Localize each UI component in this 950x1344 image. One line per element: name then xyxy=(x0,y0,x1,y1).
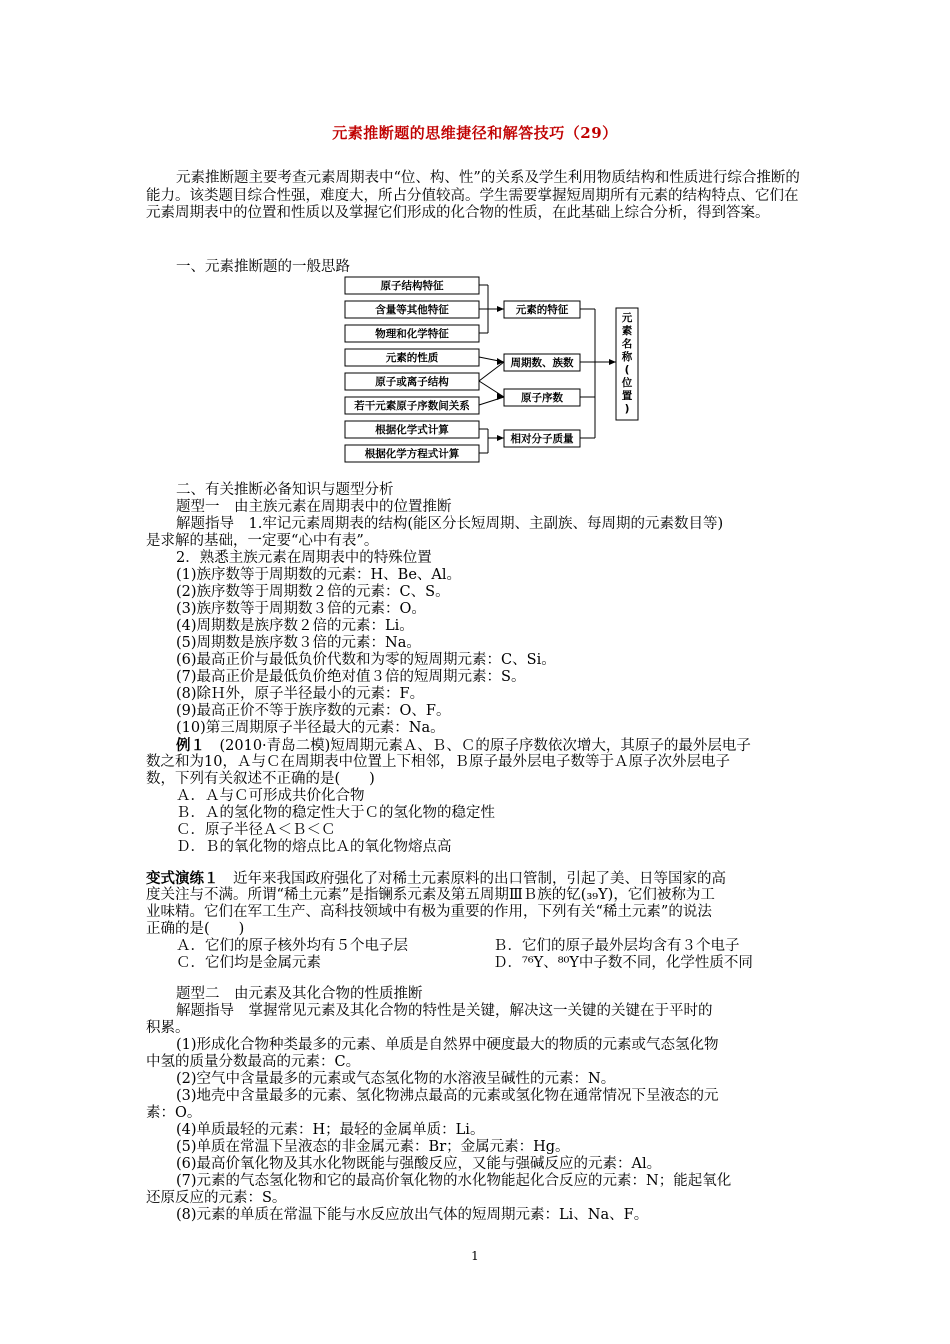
diagram-left-box-1: 原子结构特征 xyxy=(380,280,444,292)
type2-line: (8)元素的单质在常温下能与水反应放出气体的短周期元素：Li、Na、F。 xyxy=(176,1207,649,1223)
type2-line: (6)最高价氧化物及其水化物既能与强酸反应，又能与强碱反应的元素：Al。 xyxy=(176,1156,662,1172)
page-number: 1 xyxy=(471,1249,479,1263)
type1-item: (4)周期数是族序数２倍的元素：Li。 xyxy=(176,618,414,634)
diagram-left-box-4: 元素的性质 xyxy=(385,352,439,364)
type1-item: (10)第三周期原子半径最大的元素：Na。 xyxy=(176,720,445,736)
diagram-left-box-8: 根据化学方程式计算 xyxy=(364,448,460,460)
inference-flowchart xyxy=(343,276,643,466)
diagram-right-char-2: 素 xyxy=(621,325,633,337)
example1-label: 例１ xyxy=(176,737,205,754)
variant1-line4: 正确的是( ) xyxy=(146,921,245,937)
type2-line: (1)形成化合物种类最多的元素、单质是自然界中硬度最大的物质的元素或气态氢化物 xyxy=(176,1037,719,1053)
variant1-option-a: Ａ．它们的原子核外均有５个电子层 xyxy=(176,938,408,954)
variant1-option-c: Ｃ．它们均是金属元素 xyxy=(176,955,321,971)
example1-option-b: Ｂ．Ａ的氢化物的稳定性大于Ｃ的氢化物的稳定性 xyxy=(176,805,495,821)
type2-line: (3)地壳中含量最多的元素、氢化物沸点最高的元素或氢化物在通常情况下呈液态的元 xyxy=(176,1088,719,1104)
type1-item: (5)周期数是族序数３倍的元素：Na。 xyxy=(176,635,421,651)
variant1-label: 变式演练１ xyxy=(146,870,219,887)
type1-item: (2)族序数等于周期数２倍的元素：C、S。 xyxy=(176,584,450,600)
type2-line: (7)元素的气态氢化物和它的最高价氧化物的水化物能起化合反应的元素：N；能起氧化 xyxy=(176,1173,732,1189)
diagram-mid-box-1: 元素的特征 xyxy=(515,304,569,316)
type2-line: 素：O。 xyxy=(146,1105,202,1121)
example1-option-d: Ｄ．Ｂ的氧化物的熔点比Ａ的氧化物熔点高 xyxy=(176,839,452,855)
variant1-option-b: Ｂ．它们的原子最外层均含有３个电子 xyxy=(493,938,740,954)
variant1-line2: 度关注与不满。所谓“稀土元素”是指镧系元素及第五周期ⅢＢ族的钇(₃₉Y)，它们被称为工 xyxy=(146,887,715,903)
diagram-right-char-7: 置 xyxy=(621,390,633,402)
diagram-mid-box-4: 相对分子质量 xyxy=(510,433,574,445)
diagram-left-box-7: 根据化学式计算 xyxy=(375,424,449,436)
example1-line1: 例１ (2010·青岛二模)短周期元素Ａ、Ｂ、Ｃ的原子序数依次增大，其原子的最外层电子 xyxy=(176,737,751,754)
type1-item: (8)除Ｈ外，原子半径最小的元素：F。 xyxy=(176,686,425,702)
type2-line: 中氢的质量分数最高的元素：C。 xyxy=(146,1054,361,1070)
page-title: 元素推断题的思维捷径和解答技巧（29） xyxy=(332,124,618,142)
type1-point2: 2．熟悉主族元素在周期表中的特殊位置 xyxy=(176,550,432,566)
type1-guide-line1: 解题指导 1.牢记元素周期表的结构(能区分长短周期、主副族、每周期的元素数目等) xyxy=(176,516,724,532)
type2-line: (4)单质最轻的元素：H；最轻的金属单质：Li。 xyxy=(176,1122,485,1138)
variant1-line1: 变式演练１ 近年来我国政府强化了对稀土元素原料的出口管制，引起了美、日等国家的高 xyxy=(146,870,726,887)
diagram-left-box-6: 若干元素原子序数间关系 xyxy=(354,400,470,412)
diagram-mid-box-2: 周期数、族数 xyxy=(510,357,574,369)
section-heading-1: 一、元素推断题的一般思路 xyxy=(176,259,350,275)
diagram-left-box-3: 物理和化学特征 xyxy=(375,328,449,340)
type1-guide-line2: 是求解的基础，一定要“心中有表”。 xyxy=(146,533,379,549)
variant1-line3: 业味精。它们在军工生产、高科技领域中有极为重要的作用，下列有关“稀土元素”的说法 xyxy=(146,904,712,920)
diagram-left-box-5: 原子或离子结构 xyxy=(375,376,449,388)
type2-line: 还原反应的元素：S。 xyxy=(146,1190,287,1206)
example1-line2: 数之和为10，Ａ与Ｃ在周期表中位置上下相邻，Ｂ原子最外层电子数等于Ａ原子次外层电子 xyxy=(146,754,730,770)
diagram-right-char-4: 称 xyxy=(621,351,633,363)
type1-item: (7)最高正价是最低负价绝对值３倍的短周期元素：S。 xyxy=(176,669,526,685)
example1-option-a: Ａ．Ａ与Ｃ可形成共价化合物 xyxy=(176,788,365,804)
type1-item: (1)族序数等于周期数的元素：H、Be、Al。 xyxy=(176,567,462,583)
diagram-left-box-2: 含量等其他特征 xyxy=(375,304,449,316)
type2-guide-line2: 积累。 xyxy=(146,1020,190,1036)
type2-line: (5)单质在常温下呈液态的非金属元素：Br；金属元素：Hg。 xyxy=(176,1139,570,1155)
diagram-right-char-1: 元 xyxy=(621,312,633,324)
type1-title: 题型一 由主族元素在周期表中的位置推断 xyxy=(176,499,452,515)
type2-guide-line1: 解题指导 掌握常见元素及其化合物的特性是关键，解决这一关键的关键在于平时的 xyxy=(176,1003,713,1019)
example1-line3: 数，下列有关叙述不正确的是( ) xyxy=(146,771,375,787)
example1-option-c: Ｃ．原子半径Ａ＜Ｂ＜Ｃ xyxy=(176,822,336,838)
type1-item: (3)族序数等于周期数３倍的元素：O。 xyxy=(176,601,426,617)
variant1-option-d: Ｄ．⁷⁶Y、⁸⁰Y中子数不同，化学性质不同 xyxy=(493,955,753,971)
diagram-right-char-5: ( xyxy=(624,364,630,376)
intro-paragraph: 元素推断题主要考查元素周期表中“位、构、性”的关系及学生利用物质结构和性质进行综合推断的能力。该类题目综合性强，难度大，所占分值较高。学生需要掌握短周期所有元素的结构特点、它们在元素周期表中的位置和性质以及掌握它们形成的化合物的性质，在此基础上综合分析，得到答案。 xyxy=(146,170,800,221)
diagram-mid-box-3: 原子序数 xyxy=(521,392,563,404)
section-heading-2: 二、有关推断必备知识与题型分析 xyxy=(176,482,394,498)
diagram-right-char-6: 位 xyxy=(621,377,633,389)
diagram-right-char-8: ) xyxy=(624,403,630,415)
type1-item: (9)最高正价不等于族序数的元素：O、F。 xyxy=(176,703,451,719)
diagram-right-char-3: 名 xyxy=(621,338,633,350)
type2-title: 题型二 由元素及其化合物的性质推断 xyxy=(176,986,423,1002)
type2-line: (2)空气中含量最多的元素或气态氢化物的水溶液呈碱性的元素：N。 xyxy=(176,1071,616,1087)
type1-item: (6)最高正价与最低负价代数和为零的短周期元素：C、Si。 xyxy=(176,652,556,668)
